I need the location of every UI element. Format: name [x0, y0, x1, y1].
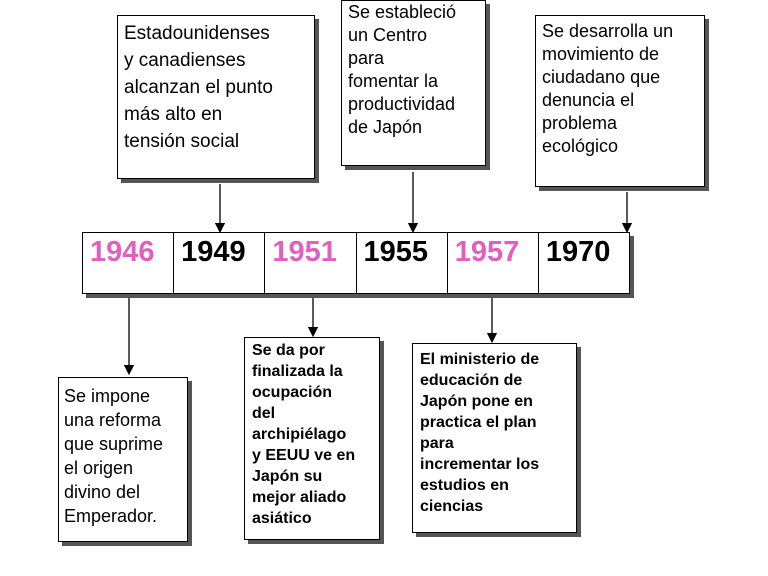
event-box-1955: Se estableció un Centro para fomentar la productividad de Japón	[341, 0, 486, 166]
year-cell-1957: 1957	[448, 233, 539, 293]
year-cell-1970: 1970	[545, 236, 611, 268]
event-box-1951: Se da por finalizada la ocupación del archipiélago y EEUU ve en Japón su mejor aliado asiático	[244, 337, 380, 540]
event-box-1970: Se desarrolla un movimiento de ciudadano que denuncia el problema ecológico	[535, 15, 705, 187]
event-box-1949: Estadounidenses y canadienses alcanzan el punto más alto en tensión social	[117, 15, 315, 179]
year-cell-1951: 1951	[265, 233, 356, 293]
timeline-bar	[82, 232, 630, 294]
event-box-1957: El ministerio de educación de Japón pone en practica el plan para incrementar los estudios en ciencias	[412, 343, 577, 533]
year-cell-1946: 1946	[83, 233, 174, 293]
year-cell-1949: 1949	[174, 233, 265, 293]
event-box-1946: Se impone una reforma que suprime el origen divino del Emperador.	[58, 377, 188, 542]
year-cell-1955: 1955	[357, 233, 448, 293]
